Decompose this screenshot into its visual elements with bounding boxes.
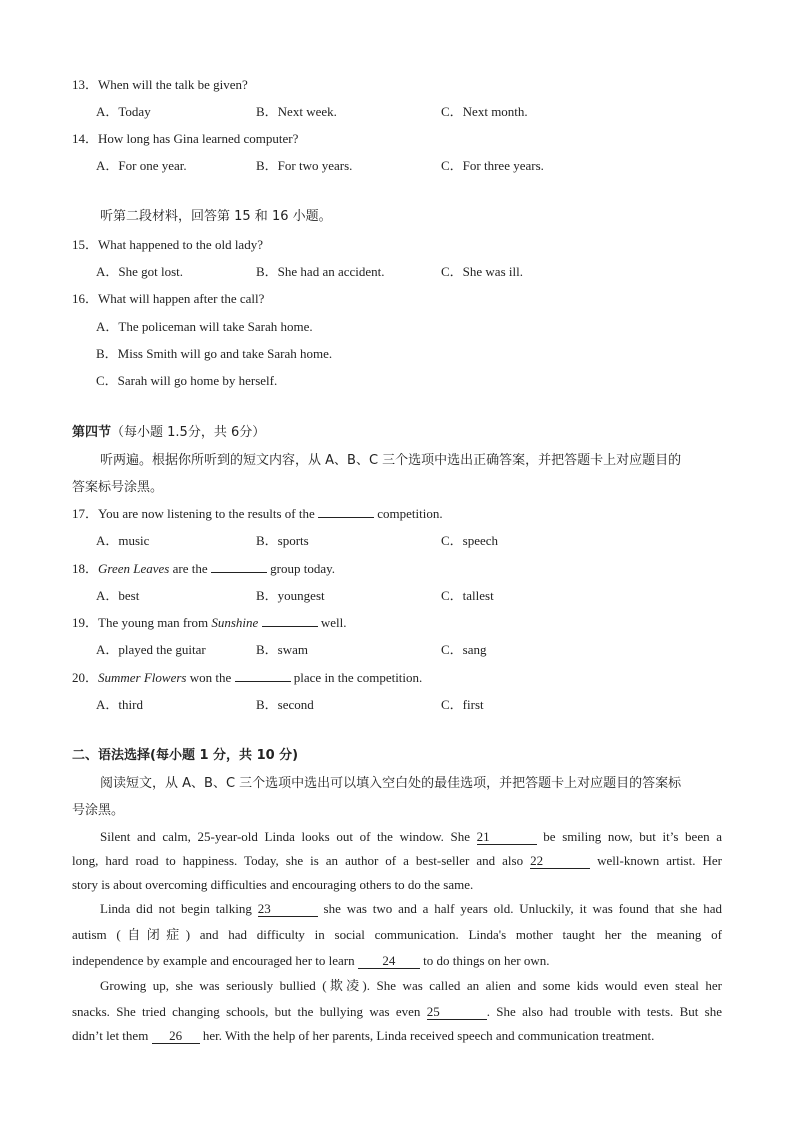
question-20 [72, 669, 422, 687]
passage-text: didn’t let them [72, 1028, 149, 1043]
grammar-instructions-line1: 阅读短文，从 A、B、C 三个选项中选出可以填入空白处的最佳选项，并把答题卡上对应题目的答案标 [100, 776, 682, 791]
q17-stem-post: competition. [377, 506, 443, 521]
q16-option-a: A．The policeman will take Sarah home. [96, 319, 313, 334]
question-19 [72, 614, 346, 632]
q20-number: 20． [72, 670, 99, 685]
q19-option-c: C．sang [441, 642, 487, 657]
part4-instructions-line1: 听两遍。根据你所听到的短文内容，从 A、B、C 三个选项中选出正确答案，并把答题卡上对应题目的 [100, 453, 682, 468]
q20-stem-post: place in the competition. [293, 670, 423, 685]
question-18 [72, 560, 335, 578]
passage-line [100, 828, 722, 846]
question-15: 15．What happened to the old lady? [72, 237, 263, 252]
part4-heading [72, 424, 265, 442]
question-13: 13．When will the talk be given? [72, 77, 248, 92]
q17-option-b: B．sports [256, 533, 309, 548]
q18-italic-name: Green Leaves [98, 561, 170, 576]
q20-stem-pre: won the [186, 670, 232, 685]
blank-25: 25 [427, 1005, 487, 1020]
blank-24: 24 [358, 954, 420, 969]
q17-option-c: C．speech [441, 533, 499, 548]
q16-option-c: C．Sarah will go home by herself. [96, 373, 278, 388]
q20-option-c: C．first [441, 697, 484, 712]
q14-option-c: C．For three years. [441, 158, 544, 173]
q17-stem-pre: 17．You are now listening to the results of the [72, 506, 315, 521]
blank-22: 22 [530, 854, 590, 869]
passage-text: well-known artist. Her [597, 853, 722, 868]
q17-option-a: A．music [96, 533, 150, 548]
passage-line [100, 900, 722, 918]
q13-option-c: C．Next month. [441, 104, 528, 119]
q13-option-a: A．Today [96, 104, 151, 119]
passage-text: Silent and calm, 25-year-old Linda looks out of the window. She [100, 829, 470, 844]
q18-stem-pre: are the [169, 561, 208, 576]
q18-stem-post: group today. [270, 561, 336, 576]
q14-option-a: A．For one year. [96, 158, 187, 173]
part4-heading-scoring: （每小题 1.5分，共 6分） [111, 425, 266, 440]
part4-instructions-line2: 答案标号涂黑。 [72, 480, 164, 495]
q20-option-a: A．third [96, 697, 143, 712]
q20-option-b: B．second [256, 697, 314, 712]
passage-text: Linda did not begin talking [100, 901, 252, 916]
q18-blank [211, 560, 267, 573]
q16-option-b: B．Miss Smith will go and take Sarah home. [96, 346, 333, 361]
q17-blank [318, 505, 374, 518]
q20-blank [235, 669, 291, 682]
q13-option-b: B．Next week. [256, 104, 337, 119]
q19-stem-pre: 19．The young man from [72, 615, 212, 630]
passage-text: her. With the help of her parents, Linda received speech and communication treatment. [202, 1028, 655, 1043]
q18-option-c: C．tallest [441, 588, 494, 603]
q18-option-a: A．best [96, 588, 140, 603]
q19-option-a: A．played the guitar [96, 642, 206, 657]
q19-italic-name: Sunshine [211, 615, 259, 630]
q19-blank [262, 614, 318, 627]
q15-option-b: B．She had an accident. [256, 264, 385, 279]
passage-text: independence by example and encouraged her to learn [72, 953, 355, 968]
q15-option-c: C．She was ill. [441, 264, 523, 279]
passage-text: she was two and a half years old. Unluckily, it was found that she had [323, 901, 723, 916]
passage-line: Growing up, she was seriously bullied (欺凌). She was called an alien and some kids would even steal her [100, 978, 722, 993]
passage-line: autism (自闭症) and had difficulty in social communication. Linda's mother taught her the meaning of [72, 927, 722, 942]
blank-23: 23 [258, 902, 318, 917]
grammar-heading: 二、语法选择(每小题 1 分，共 10 分) [72, 748, 299, 763]
passage-line [72, 852, 722, 870]
part4-heading-bold: 第四节 [72, 425, 112, 440]
passage-text: long, hard road to happiness. Today, she is an author of a best-seller and also [72, 853, 524, 868]
section-intro: 听第二段材料，回答第 15 和 16 小题。 [100, 209, 332, 224]
q18-number: 18． [72, 561, 99, 576]
passage-line [72, 952, 550, 970]
passage-line [72, 1003, 722, 1021]
passage-text: to do things on her own. [423, 953, 550, 968]
q15-option-a: A．She got lost. [96, 264, 184, 279]
q19-option-b: B．swam [256, 642, 309, 657]
question-14: 14．How long has Gina learned computer? [72, 131, 299, 146]
q20-italic-name: Summer Flowers [98, 670, 187, 685]
passage-text: snacks. She tried changing schools, but the bullying was even [72, 1004, 421, 1019]
passage-line: story is about overcoming difficulties and encouraging others to do the same. [72, 877, 474, 892]
passage-text: . She also had trouble with tests. But she [486, 1004, 722, 1019]
question-17 [72, 505, 443, 523]
grammar-instructions-line2: 号涂黑。 [72, 803, 125, 818]
question-16: 16．What will happen after the call? [72, 291, 265, 306]
q19-stem-post: well. [320, 615, 347, 630]
q14-option-b: B．For two years. [256, 158, 353, 173]
q18-option-b: B．youngest [256, 588, 325, 603]
passage-text: be smiling now, but it’s been a [543, 829, 723, 844]
blank-21: 21 [477, 830, 537, 845]
passage-line [72, 1027, 654, 1045]
blank-26: 26 [152, 1029, 200, 1044]
